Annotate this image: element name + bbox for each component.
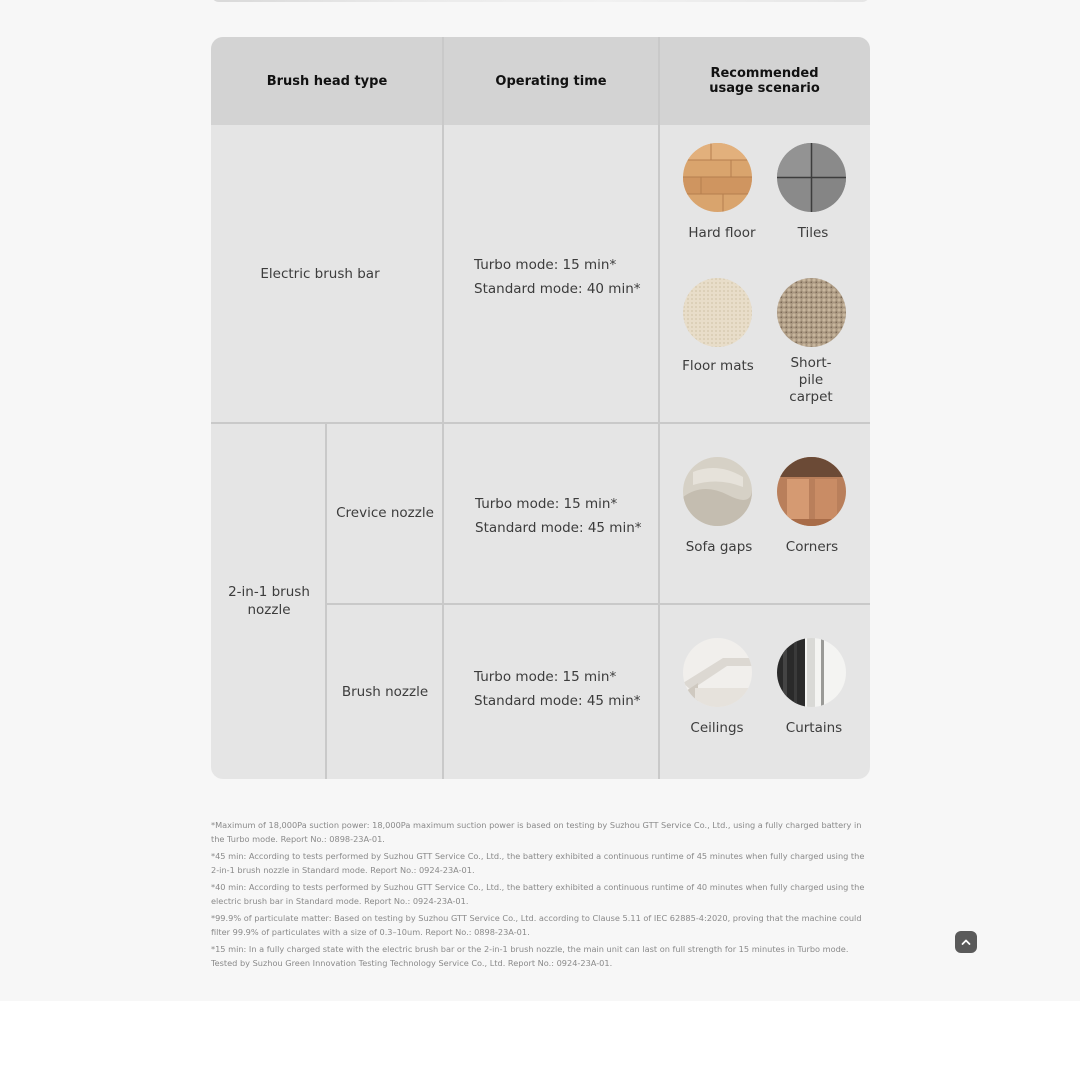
brush-group-2-in-1: 2-in-1 brush nozzle [228,584,310,618]
header-operating-time: Operating time [443,37,659,125]
footnote: *99.9% of particulate matter: Based on testing by Suzhou GTT Service Co., Ltd. according to Clause 5.11 of IEC 62885-4:2020, proving that the machine could filter 99.9% of particulates with a size of 0.3–10um. Report No.: 0898-23A-01. [211,913,862,937]
footnote: *45 min: According to tests performed by Suzhou GTT Service Co., Ltd., the battery exhibited a continuous runtime of 45 minutes when fully charged using the 2-in-1 brush nozzle in Standard mode. Report No.: 0924-23A-01. [211,851,865,875]
standard-time: Standard mode: 40 min* [474,281,641,297]
footnotes [211,818,871,973]
standard-time: Standard mode: 45 min* [475,520,642,536]
turbo-time: Turbo mode: 15 min* [475,496,618,512]
header-recommended-scenario: Recommended usage scenario [659,37,870,125]
chevron-up-icon [960,933,972,952]
operating-time-row-2 [475,492,642,540]
operating-time-row-1 [474,253,641,301]
turbo-time: Turbo mode: 15 min* [474,669,617,685]
operating-time-row-3 [474,665,641,713]
floor-mat-image [683,278,752,347]
carpet-image [777,278,846,347]
tiles-image [777,143,846,212]
scenario-label: Sofa gaps [685,539,753,555]
corner-image [777,457,846,526]
divider [658,37,660,779]
brush-type-electric-brush-bar: Electric brush bar [260,265,380,282]
standard-time: Standard mode: 45 min* [474,693,641,709]
brush-type-brush-nozzle: Brush nozzle [341,683,429,700]
turbo-time: Turbo mode: 15 min* [474,257,617,273]
scenario-label: Ceilings [690,720,744,736]
brush-type-crevice-nozzle: Crevice nozzle [336,505,434,521]
curtain-image [777,638,846,707]
scenario-label: Short-pile carpet [789,355,833,405]
footnote: *40 min: According to tests performed by Suzhou GTT Service Co., Ltd., the battery exhibited a continuous runtime of 40 minutes when fully charged using the electric brush bar in Standard mode. Report No.: 0924-23A-01. [211,882,865,906]
scenario-label: Corners [785,539,839,555]
scenario-label: Floor mats [682,358,754,374]
scenario-label: Tiles [797,225,829,241]
ceiling-image [683,638,752,707]
scenario-label: Hard floor [688,225,756,241]
header-brush-head-type: Brush head type [211,37,443,125]
footnote: *Maximum of 18,000Pa suction power: 18,000Pa maximum suction power is based on testing by Suzhou GTT Service Co., Ltd., using a fully charged battery in the Turbo mode. Report No.: 0898-23A-01. [211,820,862,844]
hard-floor-image [683,143,752,212]
sofa-image [683,457,752,526]
back-to-top-button[interactable] [955,931,977,953]
footnote: *15 min: In a fully charged state with the electric brush bar or the 2-in-1 brush nozzle, the main unit can last on full strength for 15 minutes in Turbo mode. Tested by Suzhou Green Innovation Testing Technology Service Co., Ltd. Report No.: 0924-23A-01. [211,944,849,968]
spec-table [211,37,870,779]
product-image-edge [211,0,870,2]
scenario-label: Curtains [785,720,843,736]
